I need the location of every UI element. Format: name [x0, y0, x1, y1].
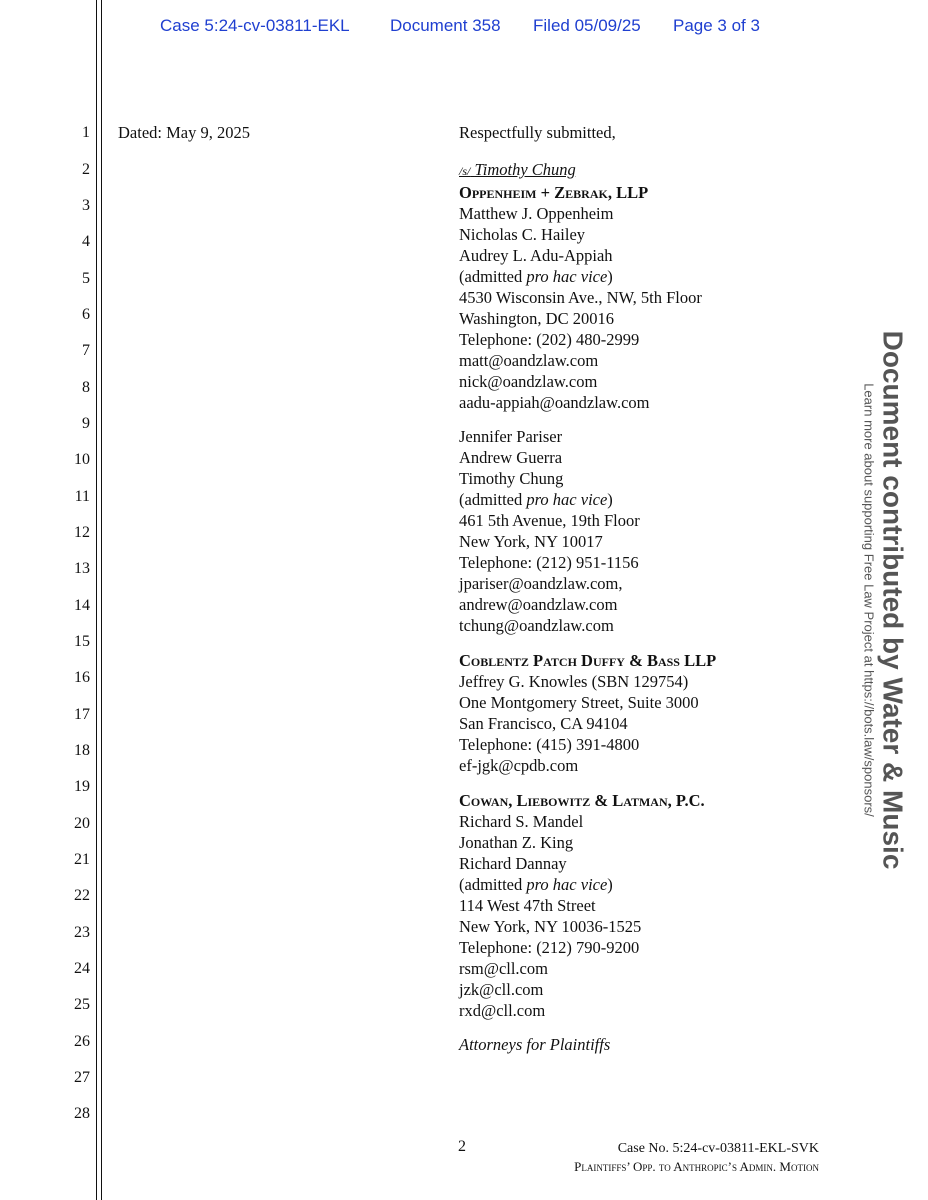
line-number: 25 — [74, 996, 90, 1013]
line-number: 18 — [74, 742, 90, 759]
line-number: 9 — [82, 415, 90, 432]
line-number: 22 — [74, 887, 90, 904]
line-number: 14 — [74, 597, 90, 614]
pro-hac-vice-note: (admitted pro hac vice) — [459, 875, 613, 894]
signature: /s/ Timothy Chung — [459, 160, 576, 179]
line-number: 8 — [82, 379, 90, 396]
attorney-name: Jennifer Pariser — [459, 427, 563, 446]
address-line: New York, NY 10017 — [459, 532, 603, 551]
attorney-name: Timothy Chung — [459, 469, 564, 488]
attorneys-for-plaintiffs: Attorneys for Plaintiffs — [459, 1035, 611, 1054]
margin-rule-left-inner — [101, 0, 102, 1200]
address-line: One Montgomery Street, Suite 3000 — [459, 693, 699, 712]
address-line: 114 West 47th Street — [459, 896, 596, 915]
header-case-number: Case 5:24-cv-03811-EKL — [160, 16, 350, 35]
line-number: 1 — [82, 124, 90, 141]
attorney-name: Audrey L. Adu-Appiah — [459, 246, 613, 265]
line-number: 24 — [74, 960, 90, 977]
closing-line: Respectfully submitted, — [459, 123, 616, 142]
line-number: 23 — [74, 924, 90, 941]
watermark-subtitle: Learn more about supporting Free Law Project at https://bots.law/sponsors/ — [861, 383, 877, 817]
email: aadu-appiah@oandzlaw.com — [459, 393, 650, 412]
telephone: Telephone: (212) 790-9200 — [459, 938, 640, 957]
address-line: Washington, DC 20016 — [459, 309, 614, 328]
ecf-header — [0, 16, 928, 44]
line-number: 16 — [74, 669, 90, 686]
line-number: 21 — [74, 851, 90, 868]
email: andrew@oandzlaw.com — [459, 595, 618, 614]
header-document-number: Document 358 — [390, 16, 501, 35]
pro-hac-vice-note: (admitted pro hac vice) — [459, 267, 613, 286]
telephone: Telephone: (212) 951-1156 — [459, 553, 639, 572]
page-number: 2 — [458, 1138, 466, 1155]
pro-hac-vice-note: (admitted pro hac vice) — [459, 490, 613, 509]
attorney-name: Andrew Guerra — [459, 448, 563, 467]
line-number: 26 — [74, 1033, 90, 1050]
address-line: 4530 Wisconsin Ave., NW, 5th Floor — [459, 288, 702, 307]
watermark-title: Document contributed by Water & Music — [877, 330, 909, 870]
line-number: 19 — [74, 778, 90, 795]
telephone: Telephone: (415) 391-4800 — [459, 735, 640, 754]
email: rxd@cll.com — [459, 1001, 546, 1020]
address-line: 461 5th Avenue, 19th Floor — [459, 511, 640, 530]
telephone: Telephone: (202) 480-2999 — [459, 330, 640, 349]
email: tchung@oandzlaw.com — [459, 616, 614, 635]
line-number: 6 — [82, 306, 90, 323]
email: jpariser@oandzlaw.com, — [459, 574, 623, 593]
line-number: 4 — [82, 233, 90, 250]
attorney-name: Richard S. Mandel — [459, 812, 584, 831]
attorney-name: Nicholas C. Hailey — [459, 225, 586, 244]
watermark-text — [862, 331, 909, 870]
firm-name-oppenheim-zebrak: Oppenheim + Zebrak, LLP — [459, 183, 649, 202]
line-number: 15 — [74, 633, 90, 650]
firm-name-coblentz: Coblentz Patch Duffy & Bass LLP — [459, 651, 717, 670]
line-number: 17 — [74, 706, 90, 723]
email: jzk@cll.com — [459, 980, 544, 999]
line-number: 20 — [74, 815, 90, 832]
firm-name-cowan-liebowitz: Cowan, Liebowitz & Latman, P.C. — [459, 791, 705, 810]
line-number: 2 — [82, 161, 90, 178]
email: nick@oandzlaw.com — [459, 372, 598, 391]
line-number: 10 — [74, 451, 90, 468]
dated-line: Dated: May 9, 2025 — [118, 123, 250, 142]
attorney-name: Richard Dannay — [459, 854, 567, 873]
footer-document-title: Plaintiffs’ Opp. to Anthropic’s Admin. Motion — [574, 1159, 819, 1174]
margin-rule-left-outer — [96, 0, 97, 1200]
watermark — [861, 330, 909, 870]
line-number: 11 — [74, 488, 90, 505]
signature-block — [459, 159, 576, 182]
address-line: New York, NY 10036-1525 — [459, 917, 642, 936]
attorney-name: Jonathan Z. King — [459, 833, 574, 852]
email: matt@oandzlaw.com — [459, 351, 599, 370]
line-number: 3 — [82, 197, 90, 214]
line-number: 28 — [74, 1105, 90, 1122]
email: ef-jgk@cpdb.com — [459, 756, 579, 775]
line-number: 13 — [74, 560, 90, 577]
address-line: San Francisco, CA 94104 — [459, 714, 628, 733]
header-page-count: Page 3 of 3 — [673, 16, 760, 35]
email: rsm@cll.com — [459, 959, 548, 978]
attorney-name: Jeffrey G. Knowles (SBN 129754) — [459, 672, 689, 691]
line-number: 12 — [74, 524, 90, 541]
footer-case-number: Case No. 5:24-cv-03811-EKL-SVK — [617, 1141, 819, 1156]
line-number: 7 — [82, 342, 90, 359]
attorney-name: Matthew J. Oppenheim — [459, 204, 614, 223]
line-number: 5 — [82, 270, 90, 287]
header-filed-date: Filed 05/09/25 — [533, 16, 641, 35]
line-number: 27 — [74, 1069, 90, 1086]
